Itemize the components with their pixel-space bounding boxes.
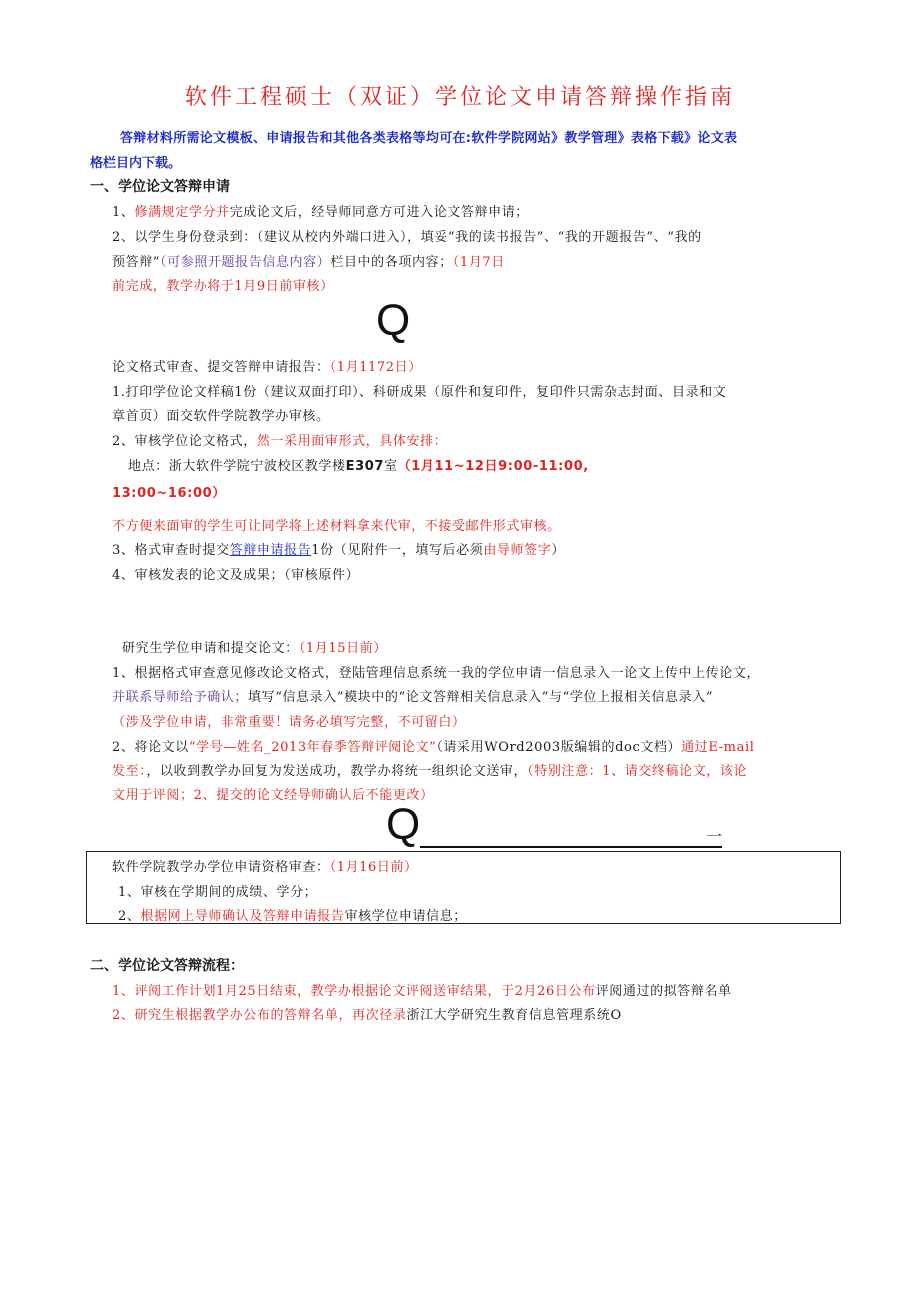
dash-mark: 一 xyxy=(706,827,723,846)
format-note: 不方便来面审的学生可让同学将上述材料拿来代审，不接受邮件形式审核。 xyxy=(112,519,561,534)
q-glyph-1: Q xyxy=(376,296,411,345)
submit-item2-line1: 2、将论文以“学号—姓名_2013年春季答辩评阅论文”（请采用WOrd2003版编辑的doc文档）通过E-mail xyxy=(112,740,755,755)
submit-item1-line2: 并联系导师给予确认；填写“信息录入”模块中的“论文答辩相关信息录入”与“学位上报相关信息录入” xyxy=(112,690,714,705)
section1-item2-line1: 2、以学生身份登录到：（建议从校内外端口进入），填妥“我的读书报告”、“我的开题报告”、“我的 xyxy=(112,230,702,245)
page-title: 软件工程硕士（双证）学位论文申请答辩操作指南 xyxy=(184,85,735,110)
format-item2: 2、审核学位论文格式，然一采用面审形式，具体安排： xyxy=(112,434,448,449)
submit-item2-line2: 发至：，以收到教学办回复为发送成功，教学办将统一组织论文送审，（特别注意：1、请交终稿论文，该论 xyxy=(112,764,748,779)
divider-line xyxy=(420,846,722,848)
intro-line-2: 格栏目内下载。 xyxy=(90,156,182,171)
format-item1-line2: 章首页）面交软件学院教学办审核。 xyxy=(112,409,330,424)
review-item2: 2、根据网上导师确认及答辩申请报告审核学位申请信息； xyxy=(118,909,467,924)
format-item1-line1: 1.打印学位论文样稿1份（建议双面打印）、科研成果（原件和复印件，复印件只需杂志封面、目录和文 xyxy=(112,385,727,400)
q-glyph-2: Q xyxy=(386,800,421,849)
section2-heading: 二、学位论文答辩流程： xyxy=(90,958,244,974)
format-heading: 论文格式审查、提交答辩申请报告：（1月1172日） xyxy=(112,360,422,375)
submit-item1-line1: 1、根据格式审查意见修改论文格式，登陆管理信息系统一我的学位申请一信息录入一论文上传中上传论文， xyxy=(112,666,761,681)
section1-heading: 一、学位论文答辩申请 xyxy=(90,179,230,195)
submit-heading: 研究生学位申请和提交论文：（1月15日前） xyxy=(122,641,387,656)
format-item3: 3、格式审查时提交答辩申请报告1份（见附件一，填写后必须由导师签字） xyxy=(112,543,565,558)
section1-item2-line2: 预答辩”（可参照开题报告信息内容）栏目中的各项内容；（1月7日 xyxy=(112,255,505,270)
section1-item2-line3: 前完成，教学办将于1月9日前审核） xyxy=(112,279,334,294)
section2-item1: 1、评阅工作计划1月25日结束，教学办根据论文评阅送审结果，于2月26日公布评阅通过的拟答辩名单 xyxy=(112,984,732,999)
submit-item1-line3: （涉及学位申请，非常重要！请务必填写完整，不可留白） xyxy=(112,715,466,730)
application-report-link[interactable]: 答辩申请报告 xyxy=(229,543,312,558)
review-heading: 软件学院教学办学位申请资格审查：（1月16日前） xyxy=(112,860,418,875)
section2-item2: 2、研究生根据教学办公布的答辩名单，再次径录浙江大学研究生教育信息管理系统O xyxy=(112,1008,622,1023)
format-place: 地点：浙大软件学院宁波校区教学楼E307室（1月11~12日9:00-11:00, xyxy=(128,459,589,474)
format-item4: 4、审核发表的论文及成果；（审核原件） xyxy=(112,568,360,583)
format-time2: 13:00~16:00） xyxy=(112,486,226,501)
review-item1: 1、审核在学期间的成绩、学分； xyxy=(118,885,318,900)
submit-item2-line3: 文用于评阅；2、提交的论文经导师确认后不能更改） xyxy=(112,788,434,803)
section1-item1: 1、修满规定学分并完成论文后，经导师同意方可进入论文答辩申请； xyxy=(112,205,529,220)
intro-line-1: 答辩材料所需论文模板、申请报告和其他各类表格等均可在:软件学院网站》教学管理》表格下载》论文表 xyxy=(120,131,738,146)
